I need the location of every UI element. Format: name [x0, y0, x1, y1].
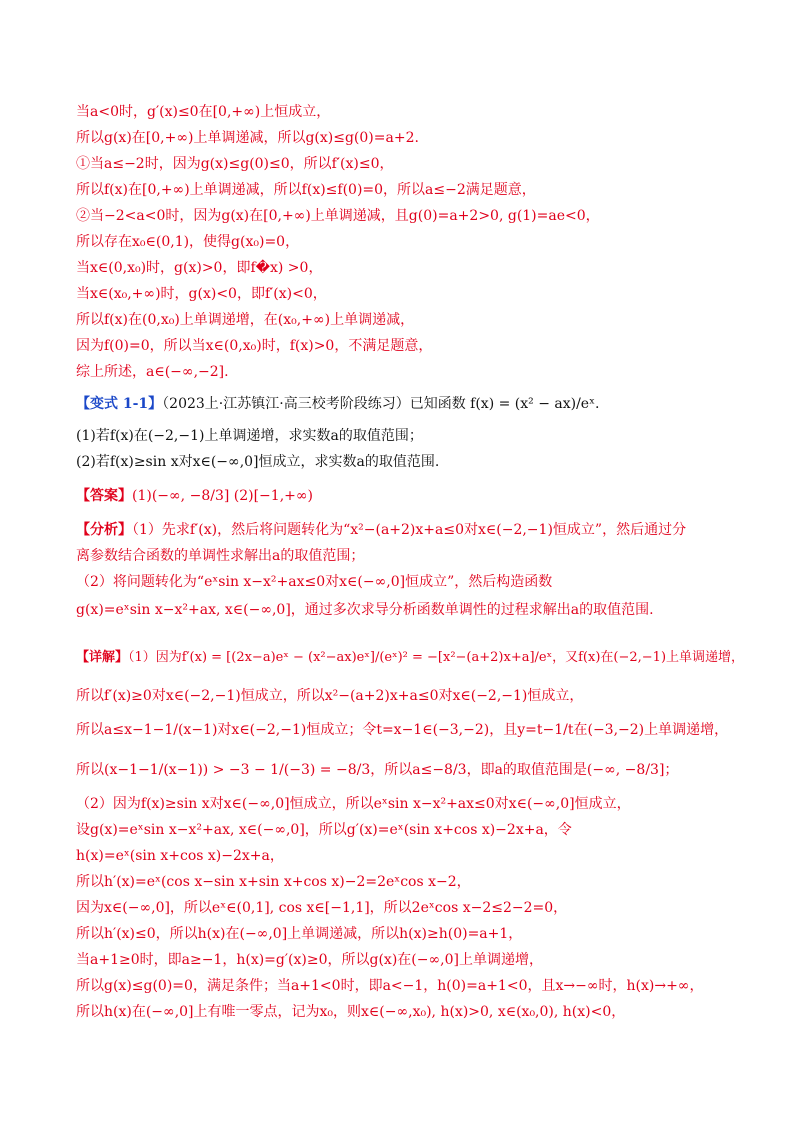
- detail-line: 因为x∈(−∞,0]，所以eˣ∈(0,1], cos x∈[−1,1]，所以2eˣcos x−2≤2−2=0，: [76, 900, 568, 916]
- answer-text: (1)(−∞, −8/3] (2)[−1,+∞): [132, 488, 313, 504]
- answer-line: [76, 486, 744, 506]
- detail-line: 所以h(x)在(−∞,0]上有唯一零点，记为x₀，则x∈(−∞,x₀), h(x)>0, x∈(x₀,0), h(x)<0，: [76, 1004, 626, 1020]
- detail-line: 设g(x)=eˣsin x−x²+ax, x∈(−∞,0]，所以g′(x)=eˣ(sin x+cos x)−2x+a，令: [76, 822, 572, 838]
- solution-line: 所以f(x)在(0,x₀)上单调递增，在(x₀,+∞)上单调递减，: [76, 312, 415, 328]
- detail-line: （2）因为f(x)≥sin x对x∈(−∞,0]恒成立，所以eˣsin x−x²+ax≤0对x∈(−∞,0]恒成立，: [76, 796, 631, 812]
- analysis-text: （1）先求f′(x)，然后将问题转化为“x²−(a+2)x+a≤0对x∈(−2,−1)恒成立”，然后通过分: [132, 522, 687, 538]
- detail-line: 所以f′(x)≥0对x∈(−2,−1)恒成立，所以x²−(a+2)x+a≤0对x∈(−2,−1)恒成立，: [76, 688, 584, 704]
- solution-line: ①当a≤−2时，因为g(x)≤g(0)≤0，所以f′(x)≤0，: [76, 156, 394, 172]
- solution-line: 当x∈(x₀,+∞)时，g(x)<0，即f′(x)<0，: [76, 286, 327, 302]
- analysis-line: [76, 520, 744, 540]
- analysis-line: g(x)=eˣsin x−x²+ax, x∈(−∞,0]，通过多次求导分析函数单调性的过程求解出a的取值范围.: [76, 602, 654, 618]
- question-2: (2)若f(x)≥sin x对x∈(−∞,0]恒成立，求实数a的取值范围.: [76, 454, 440, 470]
- detail-line: [76, 648, 744, 668]
- solution-line: ②当−2<a<0时，因为g(x)在[0,+∞)上单调递减，且g(0)=a+2>0, g(1)=ae<0，: [76, 208, 600, 224]
- detail-text: （1）因为f′(x) = [(2x−a)eˣ − (x²−ax)eˣ]/(eˣ)² = −[x²−(a+2)x+a]/eˣ，又f(x)在(−2,−1)上单调递增，: [128, 650, 745, 665]
- detail-tag: 【详解】: [76, 650, 129, 665]
- solution-line: 因为f(0)=0，所以当x∈(0,x₀)时，f(x)>0，不满足题意，: [76, 338, 433, 354]
- detail-line: 所以(x−1−1/(x−1)) > −3 − 1/(−3) = −8/3，所以a≤−8/3，即a的取值范围是(−∞, −8/3]；: [76, 762, 679, 778]
- detail-line: 所以h′(x)≤0，所以h(x)在(−∞,0]上单调递减，所以h(x)≥h(0)=a+1，: [76, 926, 523, 942]
- variant-stem: 已知函数 f(x) = (x² − ax)/eˣ.: [409, 396, 600, 412]
- detail-line: 当a+1≥0时，即a≥−1，h(x)=g′(x)≥0，所以g(x)在(−∞,0]上单调递增，: [76, 952, 543, 968]
- detail-line: 所以a≤x−1−1/(x−1)对x∈(−2,−1)恒成立；令t=x−1∈(−3,−2)，且y=t−1/t在(−3,−2)上单调递增，: [76, 722, 729, 738]
- question-1: (1)若f(x)在(−2,−1)上单调递增，求实数a的取值范围；: [76, 428, 423, 444]
- solution-line: 综上所述，a∈(−∞,−2].: [76, 364, 229, 380]
- detail-line: h(x)=eˣ(sin x+cos x)−2x+a，: [76, 848, 284, 864]
- variant-heading: [76, 394, 744, 414]
- variant-tag: 【变式 1-1】: [76, 396, 163, 412]
- solution-line: 当a<0时，g′(x)≤0在[0,+∞)上恒成立，: [76, 104, 331, 120]
- solution-line: 所以存在x₀∈(0,1)，使得g(x₀)=0，: [76, 234, 300, 250]
- detail-line: 所以g(x)≤g(0)=0，满足条件；当a+1<0时，即a<−1，h(0)=a+1<0，且x→−∞时，h(x)→+∞，: [76, 978, 704, 994]
- solution-line: 所以g(x)在[0,+∞)上单调递减，所以g(x)≤g(0)=a+2.: [76, 130, 419, 146]
- analysis-line: （2）将问题转化为“eˣsin x−x²+ax≤0对x∈(−∞,0]恒成立”，然后构造函数: [76, 574, 553, 590]
- analysis-tag: 【分析】: [76, 522, 132, 538]
- detail-line: 所以h′(x)=eˣ(cos x−sin x+sin x+cos x)−2=2eˣcos x−2，: [76, 874, 471, 890]
- solution-line: 所以f(x)在[0,+∞)上单调递减，所以f(x)≤f(0)=0，所以a≤−2满足题意，: [76, 182, 536, 198]
- solution-line: 当x∈(0,x₀)时，g(x)>0，即f�x) >0，: [76, 260, 323, 276]
- variant-source: （2023上·江苏镇江·高三校考阶段练习）: [162, 396, 410, 412]
- answer-tag: 【答案】: [76, 488, 132, 504]
- analysis-line: 离参数结合函数的单调性求解出a的取值范围；: [76, 548, 365, 564]
